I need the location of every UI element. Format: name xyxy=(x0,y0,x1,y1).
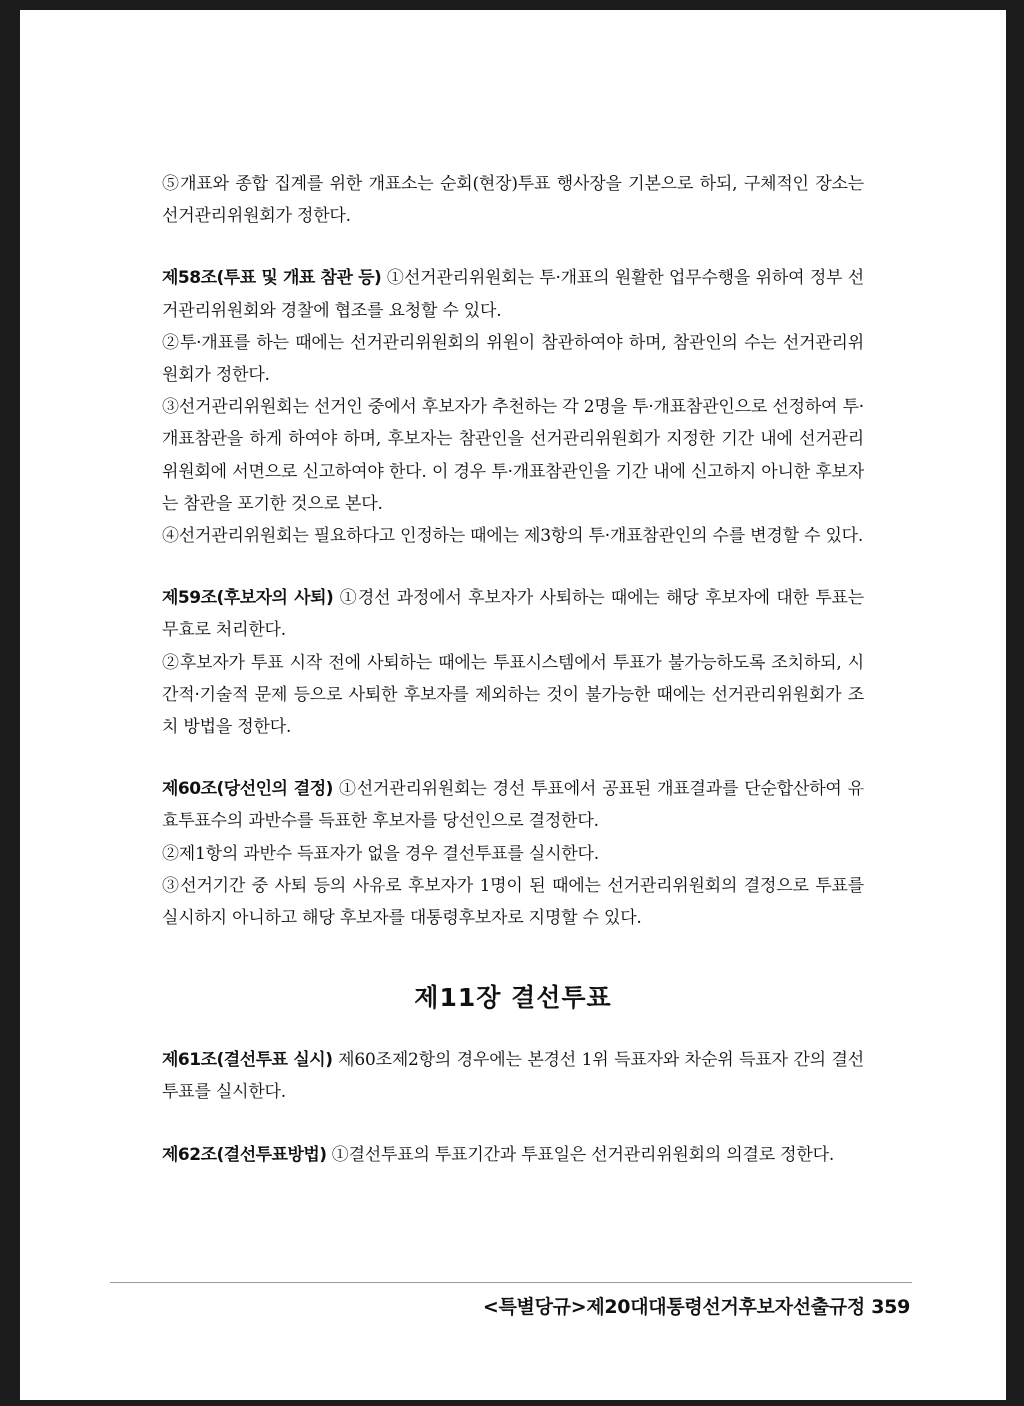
clause-text: ②제1항의 과반수 득표자가 없을 경우 결선투표를 실시한다. xyxy=(162,843,599,864)
page-footer: <특별당규>제20대대통령선거후보자선출규정 359 xyxy=(482,1296,910,1318)
section-article60 xyxy=(162,773,864,934)
article-heading: 제59조(후보자의 사퇴) xyxy=(162,588,334,609)
clause-text: ③선거관리위원회는 선거인 중에서 후보자가 추천하는 각 2명을 투·개표참관인으로 선정하여 투·개표참관을 하게 하여야 하며, 후보자는 참관인을 선거관리위원회가 지정한 기간 내에 선거관리위원회에 서면으로 신고하여야 한다. 이 경우 투·개표참관인을 기간 내에 신고하지 아니한 후보자는 참관을 포기한 것으로 본다. xyxy=(162,397,864,514)
clause-body: ①선거관리위원회는 경선 투표에서 공표된 개표결과를 단순합산하여 유효투표수의 과반수를 득표한 후보자를 당선인으로 결정한다. xyxy=(162,779,864,832)
clause-text: ④선거관리위원회는 필요하다고 인정하는 때에는 제3항의 투·개표참관인의 수를 변경할 수 있다. xyxy=(162,526,864,547)
clause-text: ②투·개표를 하는 때에는 선거관리위원회의 위원이 참관하여야 하며, 참관인의 수는 선거관리위원회가 정한다. xyxy=(162,332,864,386)
clause-body: 제60조제2항의 경우에는 본경선 1위 득표자와 차순위 득표자 간의 결선투표를 실시한다. xyxy=(162,1050,864,1103)
clause-text xyxy=(162,773,864,837)
article-heading: 제58조(투표 및 개표 참관 등) xyxy=(162,268,382,289)
clause-body: ①선거관리위원회는 투·개표의 원활한 업무수행을 위하여 정부 선거관리위원회와 경찰에 협조를 요청할 수 있다. xyxy=(162,268,864,321)
section-article62 xyxy=(162,1139,864,1171)
footer-divider xyxy=(110,1282,912,1283)
article-heading: 제60조(당선인의 결정) xyxy=(162,779,333,800)
clause-text xyxy=(162,1044,864,1108)
section-article57-clause5 xyxy=(162,168,864,232)
clause-text xyxy=(162,262,864,326)
clause-text: ②후보자가 투표 시작 전에 사퇴하는 때에는 투표시스템에서 투표가 불가능하도록 조치하되, 시간적·기술적 문제 등으로 사퇴한 후보자를 제외하는 것이 불가능한 때에는 선거관리위원회가 조치 방법을 정한다. xyxy=(162,652,864,738)
section-article59 xyxy=(162,582,864,743)
chapter-title: 제11장 결선투표 xyxy=(414,983,612,1013)
clause-text xyxy=(162,1139,864,1171)
document-page xyxy=(20,10,1006,1400)
section-article58 xyxy=(162,262,864,552)
article-heading: 제62조(결선투표방법) xyxy=(162,1144,327,1165)
page-content xyxy=(162,168,864,1201)
clause-body: ①결선투표의 투표기간과 투표일은 선거관리위원회의 의결로 정한다. xyxy=(326,1144,835,1165)
clause-text: ③선거기간 중 사퇴 등의 사유로 후보자가 1명이 된 때에는 선거관리위원회의 결정으로 투표를 실시하지 아니하고 해당 후보자를 대통령후보자로 지명할 수 있다. xyxy=(162,875,864,929)
article-heading: 제61조(결선투표 실시) xyxy=(162,1050,333,1071)
clause-text xyxy=(162,582,864,646)
section-article61 xyxy=(162,1044,864,1108)
clause-text: ⑤개표와 종합 집계를 위한 개표소는 순회(현장)투표 행사장을 기본으로 하되, 구체적인 장소는 선거관리위원회가 정한다. xyxy=(162,174,864,227)
clause-body: ①경선 과정에서 후보자가 사퇴하는 때에는 해당 후보자에 대한 투표는 무효로 처리한다. xyxy=(162,588,864,641)
